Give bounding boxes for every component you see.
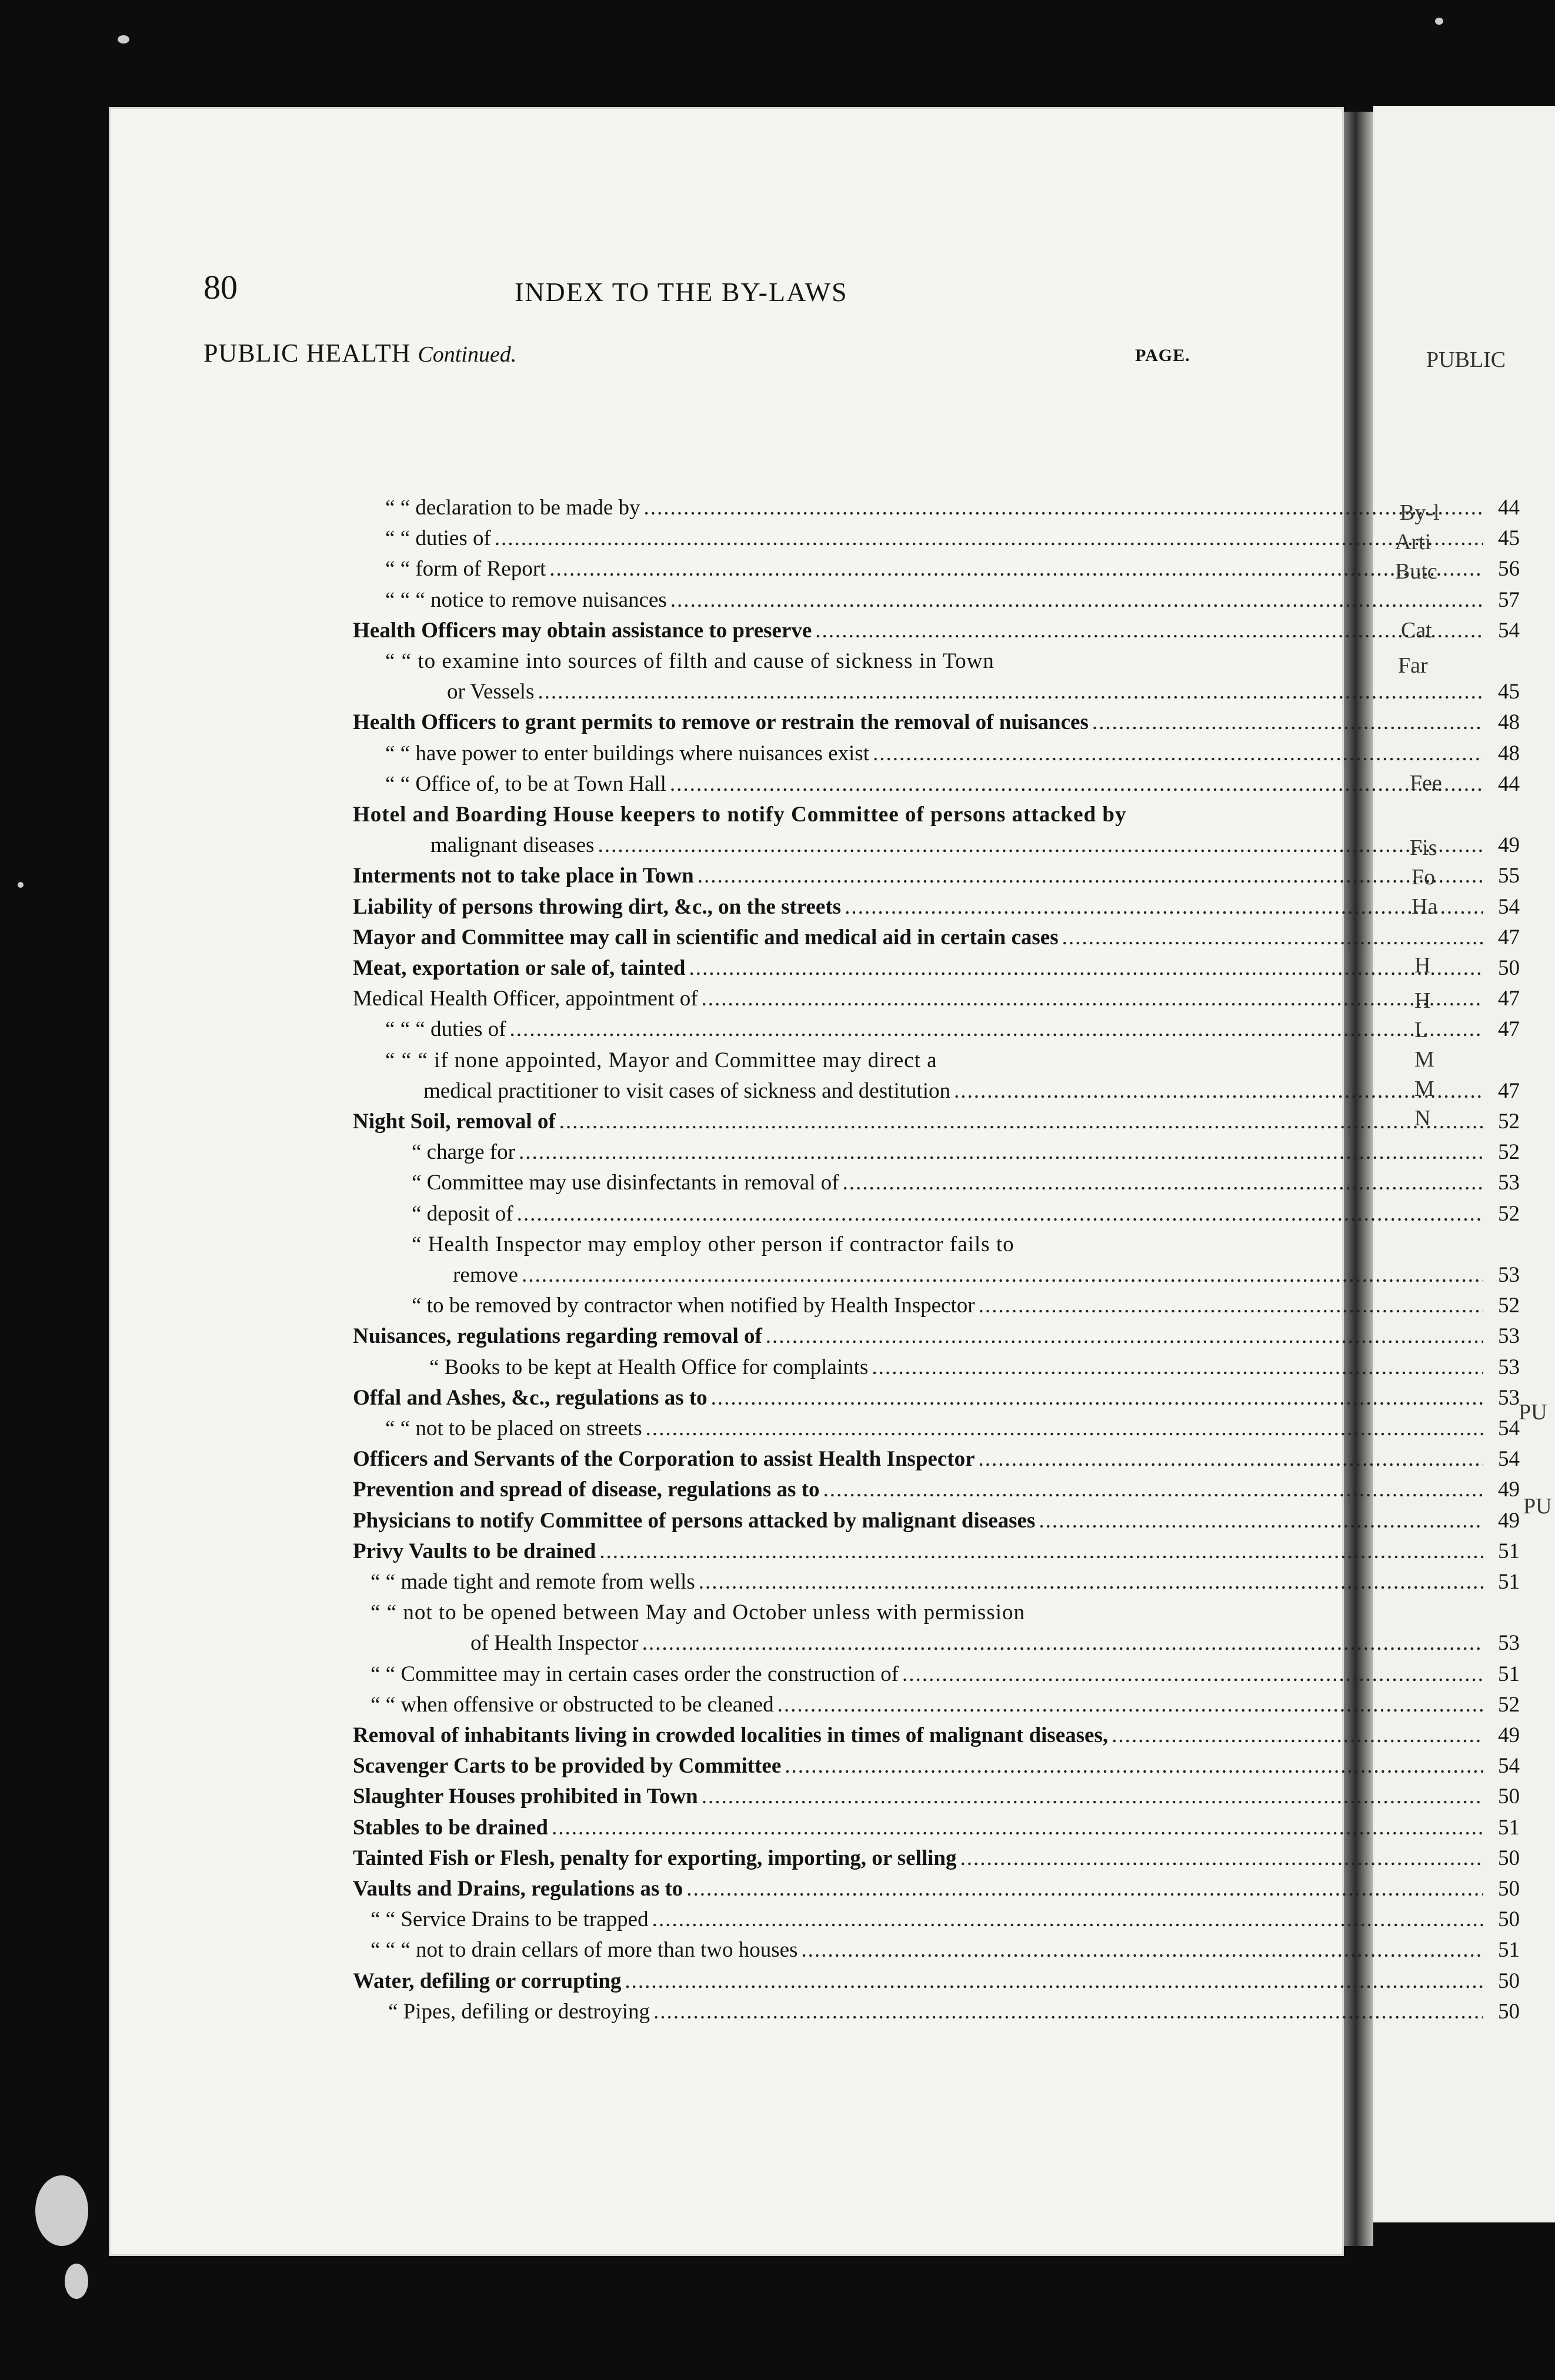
entry-text: Nuisances, regulations regarding removal of bbox=[353, 1324, 762, 1349]
entry-page-number: 50 bbox=[1498, 956, 1520, 980]
facing-page-fragment: Arti bbox=[1395, 530, 1431, 554]
index-entry bbox=[353, 1874, 1520, 1904]
leader-dots bbox=[1112, 1720, 1483, 1751]
entry-text: Physicians to notify Committee of persons attacked by malignant diseases bbox=[353, 1508, 1036, 1533]
entry-page-number: 49 bbox=[1498, 1508, 1520, 1533]
leader-dots bbox=[702, 1781, 1483, 1812]
entry-text: Offal and Ashes, &c., regulations as to bbox=[353, 1385, 708, 1410]
entry-text: “ “ duties of bbox=[385, 526, 491, 551]
index-entry bbox=[353, 1107, 1520, 1137]
entry-page-number: 54 bbox=[1498, 1447, 1520, 1472]
leader-dots bbox=[644, 493, 1483, 523]
index-entry bbox=[431, 830, 1520, 861]
index-entry bbox=[423, 1076, 1520, 1107]
index-entry bbox=[353, 1720, 1520, 1751]
entry-page-number: 53 bbox=[1498, 1631, 1520, 1656]
leader-dots bbox=[538, 677, 1483, 707]
entry-text: “ “ Committee may in certain cases order the construction of bbox=[371, 1662, 899, 1686]
index-entry bbox=[371, 1659, 1520, 1690]
entry-page-number: 47 bbox=[1498, 987, 1520, 1011]
index-entry bbox=[353, 861, 1520, 891]
entry-page-number: 51 bbox=[1498, 1570, 1520, 1594]
entry-page-number: 52 bbox=[1498, 1109, 1520, 1134]
entry-text: or Vessels bbox=[447, 680, 535, 704]
entry-text: “ “ “ duties of bbox=[385, 1017, 506, 1042]
entry-text: Removal of inhabitants living in crowded localities in times of malignant diseases, bbox=[353, 1723, 1109, 1747]
entry-page-number: 48 bbox=[1498, 741, 1520, 766]
leader-dots bbox=[699, 1567, 1483, 1597]
leader-dots bbox=[823, 1475, 1484, 1505]
entry-text: “ Pipes, defiling or destroying bbox=[388, 1999, 650, 2024]
entry-text: “ Health Inspector may employ other person if contractor fails to bbox=[412, 1232, 1015, 1256]
leader-dots bbox=[801, 1935, 1483, 1965]
entry-page-number: 54 bbox=[1498, 894, 1520, 919]
entry-text: “ “ have power to enter buildings where nuisances exist bbox=[385, 741, 869, 766]
entry-page-number: 47 bbox=[1498, 1017, 1520, 1042]
index-entry bbox=[388, 1997, 1520, 2027]
leader-dots bbox=[517, 1199, 1483, 1229]
entry-text: remove bbox=[453, 1263, 518, 1287]
index-entry bbox=[385, 554, 1520, 584]
leader-dots bbox=[873, 738, 1483, 769]
entry-text: Stables to be drained bbox=[353, 1815, 549, 1840]
entry-text: Slaughter Houses prohibited in Town bbox=[353, 1784, 698, 1809]
entry-text: Prevention and spread of disease, regulations as to bbox=[353, 1478, 820, 1502]
entry-page-number: 50 bbox=[1498, 1846, 1520, 1870]
entry-text: “ “ “ not to drain cellars of more than two houses bbox=[371, 1938, 798, 1963]
index-entry bbox=[353, 616, 1520, 646]
leader-dots bbox=[625, 1966, 1483, 1997]
entry-text: Mayor and Committee may call in scientific and medical aid in certain cases bbox=[353, 925, 1059, 950]
entry-text: of Health Inspector bbox=[470, 1631, 639, 1656]
entry-page-number: 45 bbox=[1498, 680, 1520, 704]
entry-text: “ Books to be kept at Health Office for complaints bbox=[429, 1355, 869, 1379]
entry-page-number: 54 bbox=[1498, 1754, 1520, 1779]
facing-page-fragment: Butc bbox=[1395, 559, 1437, 584]
leader-dots bbox=[522, 1260, 1483, 1291]
index-entry bbox=[385, 646, 1520, 677]
index-entry bbox=[412, 1199, 1520, 1229]
entry-page-number: 52 bbox=[1498, 1692, 1520, 1717]
index-entry bbox=[371, 1935, 1520, 1965]
facing-page-fragment: Fee bbox=[1410, 771, 1442, 795]
leader-dots bbox=[842, 1168, 1483, 1198]
entry-text: “ “ when offensive or obstructed to be cleaned bbox=[371, 1692, 774, 1717]
index-entry bbox=[353, 1506, 1520, 1536]
section-continued: Continued. bbox=[418, 342, 517, 367]
leader-dots bbox=[979, 1291, 1483, 1321]
facing-page-fragment: Cat bbox=[1401, 618, 1432, 643]
entry-page-number: 52 bbox=[1498, 1140, 1520, 1165]
entry-page-number: 49 bbox=[1498, 1478, 1520, 1502]
facing-page-fragment: By-l bbox=[1400, 500, 1440, 525]
entry-page-number: 52 bbox=[1498, 1293, 1520, 1318]
entry-text: “ “ “ notice to remove nuisances bbox=[385, 587, 667, 612]
entry-text: “ “ Office of, to be at Town Hall bbox=[385, 771, 666, 796]
facing-page-fragment: Fis bbox=[1410, 835, 1437, 860]
index-entry bbox=[371, 1567, 1520, 1597]
index-entry bbox=[353, 1321, 1520, 1352]
entry-text: Privy Vaults to be drained bbox=[353, 1539, 596, 1563]
index-entry bbox=[470, 1628, 1520, 1659]
index-entry bbox=[385, 585, 1520, 616]
index-entry bbox=[412, 1137, 1520, 1168]
facing-page-fragment: PU bbox=[1519, 1400, 1547, 1425]
facing-page-fragment: PUBLIC bbox=[1426, 347, 1506, 372]
index-entry bbox=[371, 1597, 1520, 1628]
index-entry bbox=[447, 677, 1520, 707]
entry-page-number: 54 bbox=[1498, 1416, 1520, 1440]
facing-page-fragment: Far bbox=[1398, 653, 1428, 678]
entry-page-number: 49 bbox=[1498, 1723, 1520, 1747]
entry-text: “ “ declaration to be made by bbox=[385, 496, 640, 520]
index-entry bbox=[385, 1413, 1520, 1444]
entry-page-number: 44 bbox=[1498, 496, 1520, 520]
entry-text: “ deposit of bbox=[412, 1201, 513, 1226]
facing-page-fragment: M bbox=[1414, 1077, 1434, 1101]
entry-text: Interments not to take place in Town bbox=[353, 864, 694, 888]
entry-page-number: 50 bbox=[1498, 1784, 1520, 1809]
entry-page-number: 48 bbox=[1498, 710, 1520, 735]
entry-page-number: 47 bbox=[1498, 925, 1520, 950]
leader-dots bbox=[552, 1813, 1483, 1843]
index-entry bbox=[353, 1536, 1520, 1567]
index-entry bbox=[429, 1352, 1520, 1383]
index-entry bbox=[412, 1291, 1520, 1321]
index-entry bbox=[353, 1781, 1520, 1812]
entry-text: malignant diseases bbox=[431, 833, 595, 858]
leader-dots bbox=[845, 892, 1483, 922]
facing-page-fragment: L bbox=[1414, 1018, 1429, 1042]
leader-dots bbox=[815, 616, 1483, 646]
index-entry bbox=[353, 1383, 1520, 1413]
leader-dots bbox=[702, 984, 1483, 1014]
facing-page-fragment: H bbox=[1414, 988, 1431, 1013]
entry-text: Scavenger Carts to be provided by Committee bbox=[353, 1754, 782, 1779]
leader-dots bbox=[872, 1352, 1483, 1383]
entry-text: Health Officers may obtain assistance to preserve bbox=[353, 618, 812, 643]
facing-page-fragment: Ha bbox=[1411, 894, 1438, 919]
page-number: 80 bbox=[203, 268, 238, 306]
section-title: PUBLIC HEALTH bbox=[203, 339, 411, 367]
facing-page-fragment: H bbox=[1414, 953, 1431, 978]
entry-text: Medical Health Officer, appointment of bbox=[353, 987, 698, 1011]
entry-text: Liability of persons throwing dirt, &c., on the streets bbox=[353, 894, 842, 919]
entry-text: “ “ form of Report bbox=[385, 557, 546, 581]
facing-page-fragment: M bbox=[1414, 1047, 1434, 1072]
entry-page-number: 52 bbox=[1498, 1201, 1520, 1226]
entry-page-number: 45 bbox=[1498, 526, 1520, 551]
leader-dots bbox=[653, 1997, 1483, 2027]
page-column-heading: PAGE. bbox=[1135, 346, 1190, 365]
entry-text: “ “ “ if none appointed, Mayor and Committee may direct a bbox=[385, 1048, 937, 1072]
running-head: INDEX TO THE BY-LAWS bbox=[515, 277, 848, 307]
entry-page-number: 50 bbox=[1498, 1968, 1520, 1993]
leader-dots bbox=[778, 1690, 1483, 1720]
leader-dots bbox=[960, 1843, 1483, 1874]
entry-text: Tainted Fish or Flesh, penalty for exporting, importing, or selling bbox=[353, 1846, 957, 1870]
entry-text: Officers and Servants of the Corporation to assist Health Inspector bbox=[353, 1447, 975, 1472]
entry-page-number: 49 bbox=[1498, 833, 1520, 858]
index-entry bbox=[385, 1014, 1520, 1045]
index-entry bbox=[353, 1444, 1520, 1475]
entry-page-number: 51 bbox=[1498, 1662, 1520, 1686]
entry-page-number: 47 bbox=[1498, 1078, 1520, 1103]
index-entry bbox=[353, 1813, 1520, 1843]
entry-text: “ “ not to be opened between May and October unless with permission bbox=[371, 1600, 1026, 1625]
entry-page-number: 50 bbox=[1498, 1907, 1520, 1932]
entry-text: Vaults and Drains, regulations as to bbox=[353, 1877, 683, 1901]
entry-text: Night Soil, removal of bbox=[353, 1109, 556, 1134]
leader-dots bbox=[979, 1444, 1484, 1475]
leader-dots bbox=[698, 861, 1483, 891]
leader-dots bbox=[599, 1536, 1483, 1567]
entry-page-number: 50 bbox=[1498, 1877, 1520, 1901]
index-entry bbox=[371, 1690, 1520, 1720]
entry-page-number: 53 bbox=[1498, 1324, 1520, 1349]
index-entry bbox=[385, 738, 1520, 769]
leader-dots bbox=[1062, 922, 1483, 953]
leader-dots bbox=[642, 1628, 1483, 1659]
leader-dots bbox=[646, 1413, 1483, 1444]
leader-dots bbox=[711, 1383, 1483, 1413]
entry-text: Water, defiling or corrupting bbox=[353, 1968, 622, 1993]
entry-page-number: 51 bbox=[1498, 1938, 1520, 1963]
entry-page-number: 53 bbox=[1498, 1263, 1520, 1287]
leader-dots bbox=[559, 1107, 1483, 1137]
entry-page-number: 53 bbox=[1498, 1171, 1520, 1195]
leader-dots bbox=[509, 1014, 1483, 1045]
leader-dots bbox=[766, 1321, 1483, 1352]
leader-dots bbox=[519, 1137, 1483, 1168]
entry-text: “ “ Service Drains to be trapped bbox=[371, 1907, 649, 1932]
entry-page-number: 56 bbox=[1498, 557, 1520, 581]
entry-text: Health Officers to grant permits to remove or restrain the removal of nuisances bbox=[353, 710, 1089, 735]
leader-dots bbox=[670, 585, 1483, 616]
leader-dots bbox=[598, 830, 1483, 861]
leader-dots bbox=[954, 1076, 1483, 1107]
entry-text: Hotel and Boarding House keepers to notify Committee of persons attacked by bbox=[353, 803, 1127, 827]
index-entry bbox=[385, 769, 1520, 800]
leader-dots bbox=[1039, 1506, 1483, 1536]
entry-page-number: 51 bbox=[1498, 1539, 1520, 1563]
leader-dots bbox=[1092, 707, 1483, 738]
index-entry bbox=[353, 1751, 1520, 1781]
index-entry bbox=[353, 892, 1520, 922]
index-entry bbox=[412, 1168, 1520, 1198]
entry-page-number: 44 bbox=[1498, 771, 1520, 796]
entry-text: “ charge for bbox=[412, 1140, 515, 1165]
entry-page-number: 57 bbox=[1498, 587, 1520, 612]
entry-text: “ to be removed by contractor when notified by Health Inspector bbox=[412, 1293, 975, 1318]
entry-text: “ “ made tight and remote from wells bbox=[371, 1570, 695, 1594]
entry-text: medical practitioner to visit cases of sickness and destitution bbox=[423, 1078, 951, 1103]
facing-page-fragment: Fo bbox=[1411, 865, 1436, 890]
leader-dots bbox=[549, 554, 1483, 584]
leader-dots bbox=[670, 769, 1483, 800]
index-entry bbox=[385, 493, 1520, 523]
leader-dots bbox=[495, 523, 1483, 554]
index-entry bbox=[371, 1904, 1520, 1935]
index-entry bbox=[385, 1045, 1520, 1076]
leader-dots bbox=[652, 1904, 1483, 1935]
index-entry bbox=[353, 1966, 1520, 1997]
index-entry bbox=[353, 707, 1520, 738]
entry-page-number: 53 bbox=[1498, 1355, 1520, 1379]
entry-page-number: 55 bbox=[1498, 864, 1520, 888]
entry-text: “ Committee may use disinfectants in removal of bbox=[412, 1171, 839, 1195]
leader-dots bbox=[902, 1659, 1483, 1690]
entry-page-number: 54 bbox=[1498, 618, 1520, 643]
facing-page-fragment: PU bbox=[1523, 1494, 1552, 1519]
index-entry bbox=[353, 800, 1520, 830]
index-entry bbox=[353, 922, 1520, 953]
index-entry bbox=[353, 1843, 1520, 1874]
entry-page-number: 51 bbox=[1498, 1815, 1520, 1840]
leader-dots bbox=[785, 1751, 1483, 1781]
entry-page-number: 53 bbox=[1498, 1385, 1520, 1410]
entry-text: “ “ not to be placed on streets bbox=[385, 1416, 642, 1440]
entry-page-number: 50 bbox=[1498, 1999, 1520, 2024]
leader-dots bbox=[689, 953, 1483, 984]
entry-text: “ “ to examine into sources of filth and cause of sickness in Town bbox=[385, 649, 995, 673]
leader-dots bbox=[686, 1874, 1483, 1904]
entry-text: Meat, exportation or sale of, tainted bbox=[353, 956, 686, 980]
index-entry bbox=[412, 1229, 1520, 1260]
index-entry bbox=[353, 1475, 1520, 1505]
index-entry bbox=[353, 984, 1520, 1014]
index-entry bbox=[385, 523, 1520, 554]
index-entry bbox=[353, 953, 1520, 984]
facing-page-fragment: N bbox=[1414, 1106, 1431, 1131]
index-entry bbox=[453, 1260, 1520, 1291]
